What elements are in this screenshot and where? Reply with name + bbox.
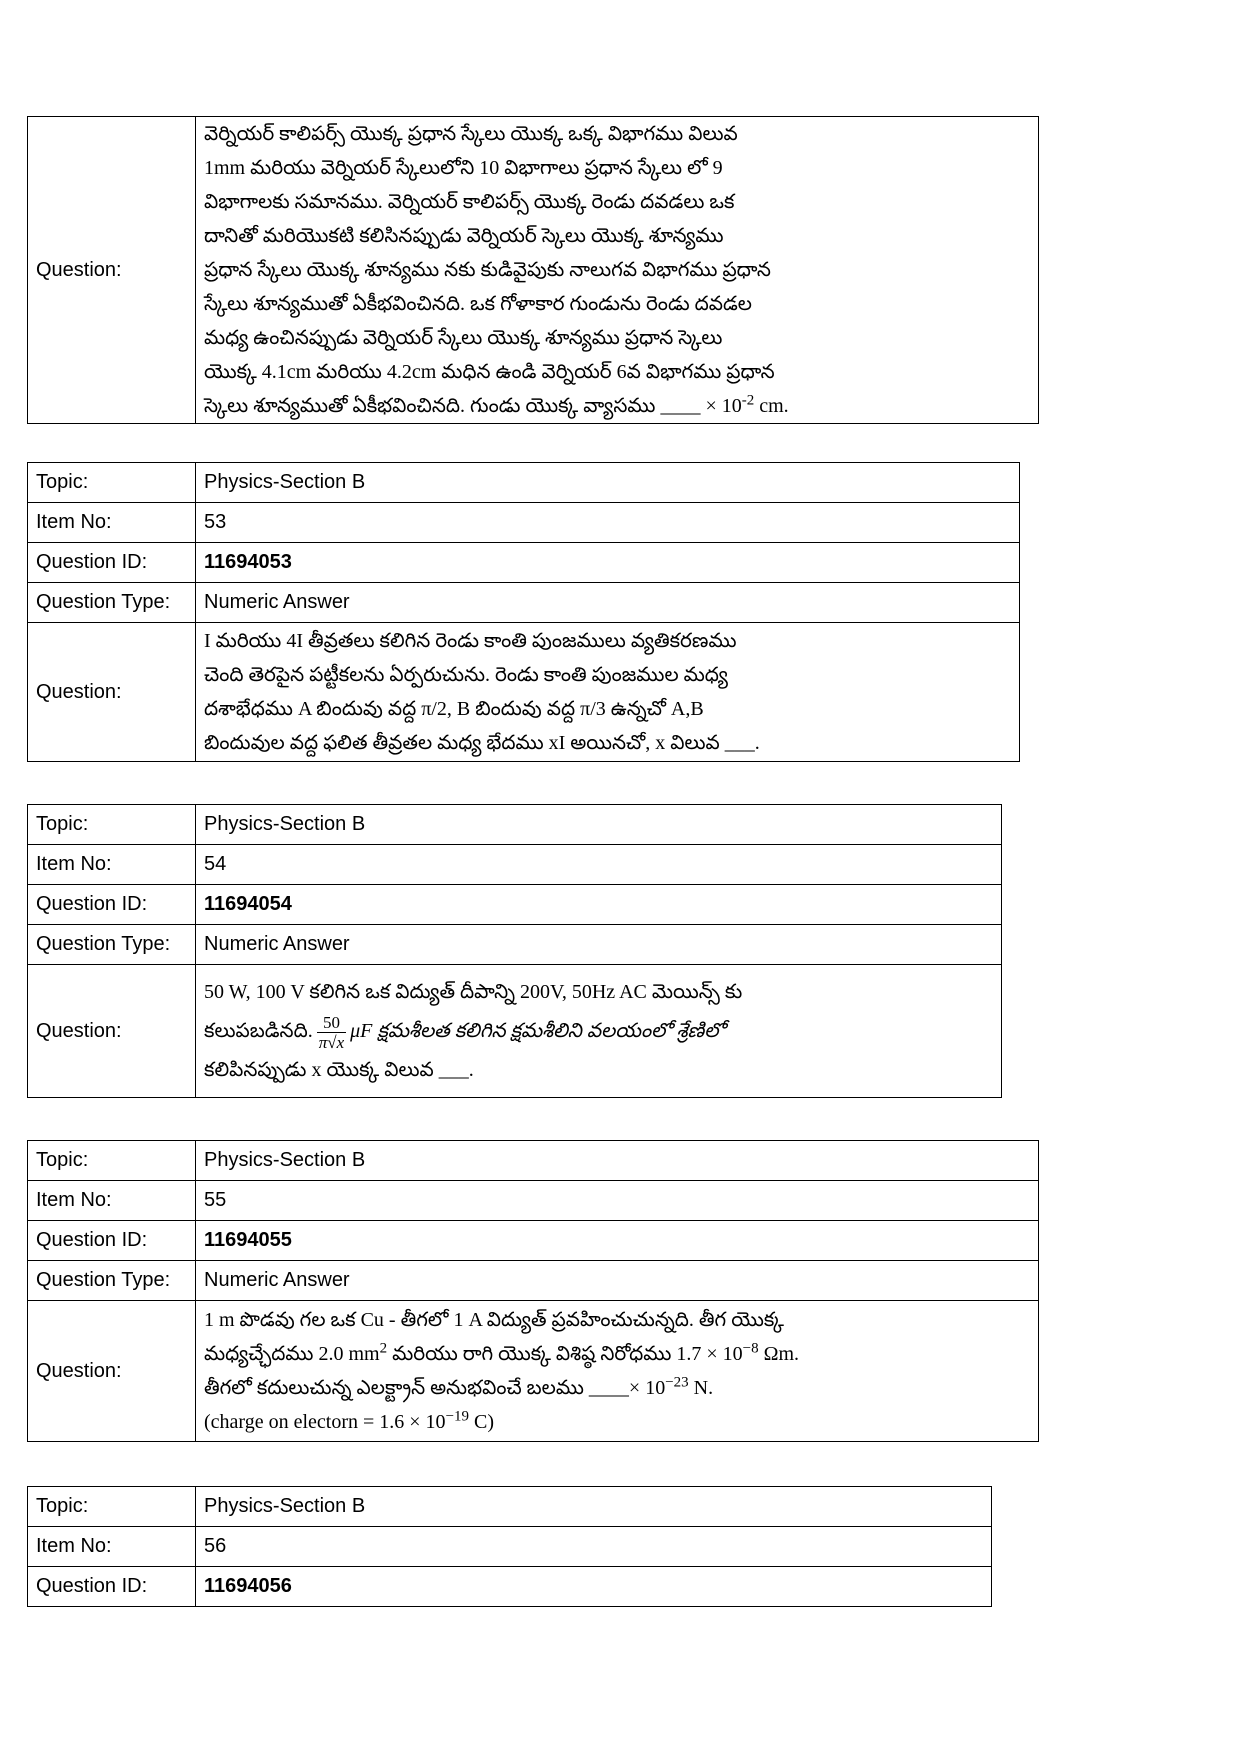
question-label: Question: (28, 1301, 196, 1442)
question-id-value: 11694053 (196, 543, 1020, 583)
question-text (196, 1301, 1039, 1442)
topic-label: Topic: (28, 805, 196, 845)
question-table-55 (27, 1140, 1039, 1442)
item-no-value: 55 (196, 1181, 1039, 1221)
question-type-label: Question Type: (28, 925, 196, 965)
question-line: విభాగాలకు సమానము. వెర్నియర్ కాలిపర్స్ యొక్క రెండు దవడలు ఒక (204, 191, 735, 213)
question-text (196, 623, 1020, 762)
question-line: కలిపినప్పుడు x యొక్క విలువ ___. (204, 1059, 474, 1081)
question-label: Question: (28, 965, 196, 1098)
question-id-label: Question ID: (28, 885, 196, 925)
item-no-value: 54 (196, 845, 1002, 885)
question-type-label: Question Type: (28, 583, 196, 623)
question-line: స్కేలు శూన్యముతో ఏకీభవించినది. ఒక గోళాకార గుండును రెండు దవడల (204, 293, 752, 315)
topic-label: Topic: (28, 463, 196, 503)
question-id-label: Question ID: (28, 543, 196, 583)
question-line: (charge on electorn = $1.6 \times 10^{-19}$ C) (204, 1408, 495, 1433)
question-id-label: Question ID: (28, 1567, 196, 1607)
question-line: మధ్యచ్ఛేదము 2.0 $mm^2$ మరియు రాగి యొక్క విశిష్ఠ నిరోధము $1.7 \times 10^{-8}$ Ωm. (204, 1340, 800, 1365)
question-type-label: Question Type: (28, 1261, 196, 1301)
question-table-54 (27, 804, 1002, 1098)
question-label: Question: (28, 117, 196, 424)
question-line: 50 W, 100 V కలిగిన ఒక విద్యుత్ దీపాన్ని 200V, 50Hz AC మెయిన్స్ కు (204, 981, 743, 1003)
item-no-value: 56 (196, 1527, 992, 1567)
topic-value: Physics-Section B (196, 1141, 1039, 1181)
question-id-label: Question ID: (28, 1221, 196, 1261)
item-no-label: Item No: (28, 503, 196, 543)
question-type-value: Numeric Answer (196, 1261, 1039, 1301)
question-line: ప్రధాన స్కేలు యొక్క శూన్యము నకు కుడివైపుకు నాలుగవ విభాగము ప్రధాన (204, 259, 771, 281)
question-line: 1mm మరియు వెర్నియర్ స్కేలులోని 10 విభాగాలు ప్రధాన స్కేలు లో 9 (204, 157, 723, 179)
question-line: తీగలో కదులుచున్న ఎలక్ట్రాన్ అనుభవించే బలము ____× $10^{-23}$ N. (204, 1374, 714, 1399)
topic-value: Physics-Section B (196, 463, 1020, 503)
topic-value: Physics-Section B (196, 1487, 992, 1527)
question-line: మధ్య ఉంచినప్పుడు వెర్నియర్ స్కేలు యొక్క శూన్యము ప్రధాన స్కెలు (204, 327, 723, 349)
question-line: దశాభేధము A బిందువు వద్ద π/2, B బిందువు వద్ద π/3 ఉన్నచో A,B (204, 698, 704, 720)
topic-label: Topic: (28, 1141, 196, 1181)
question-type-value: Numeric Answer (196, 583, 1020, 623)
fraction: $\frac{50}{\pi√x}$ (318, 1012, 345, 1052)
question-line: యొక్క 4.1cm మరియు 4.2cm మధిన ఉండి వెర్నియర్ 6వ విభాగము ప్రధాన (204, 361, 775, 383)
question-line: 1 m పొడవు గల ఒక Cu - తీగలో 1 A విద్యుత్ ప్రవహించుచున్నది. తీగ యొక్క (204, 1309, 784, 1331)
topic-value: Physics-Section B (196, 805, 1002, 845)
question-type-value: Numeric Answer (196, 925, 1002, 965)
question-line: బిందువుల వద్ద ఫలిత తీవ్రతల మధ్య భేదము xI అయినచో, x విలువ ___. (204, 732, 760, 754)
question-id-value: 11694056 (196, 1567, 992, 1607)
question-text (196, 117, 1039, 424)
item-no-value: 53 (196, 503, 1020, 543)
question-table-53 (27, 462, 1020, 762)
question-line: స్కెలు శూన్యముతో ఏకీభవించినది. గుండు యొక్క వ్యాసము ____ × $10^{-2}$ cm. (204, 392, 789, 417)
question-id-value: 11694055 (196, 1221, 1039, 1261)
question-line: దానితో మరియొకటి కలిసినప్పుడు వెర్నియర్ స్కెలు యొక్క శూన్యము (204, 225, 724, 247)
question-line: వెర్నియర్ కాలిపర్స్ యొక్క ప్రధాన స్కేలు యొక్క ఒక్క విభాగము విలువ (204, 123, 738, 145)
question-line: I మరియు 4I తీవ్రతలు కలిగిన రెండు కాంతి పుంజములు వ్యతికరణము (204, 630, 737, 652)
question-line: చెంది తెరపైన పట్టీకలను ఏర్పరుచును. రెండు కాంతి పుంజముల మధ్య (204, 664, 728, 686)
question-table-56 (27, 1486, 992, 1607)
item-no-label: Item No: (28, 1181, 196, 1221)
question-label: Question: (28, 623, 196, 762)
question-line: కలుపబడినది. $\frac{50}{\pi√x}$ μF క్షమశీలత కలిగిన క్షమశీలిని వలయంలో శ్రేణిలో (204, 1012, 725, 1052)
question-id-value: 11694054 (196, 885, 1002, 925)
item-no-label: Item No: (28, 1527, 196, 1567)
question-table-prev (27, 116, 1039, 424)
question-text (196, 965, 1002, 1098)
item-no-label: Item No: (28, 845, 196, 885)
topic-label: Topic: (28, 1487, 196, 1527)
